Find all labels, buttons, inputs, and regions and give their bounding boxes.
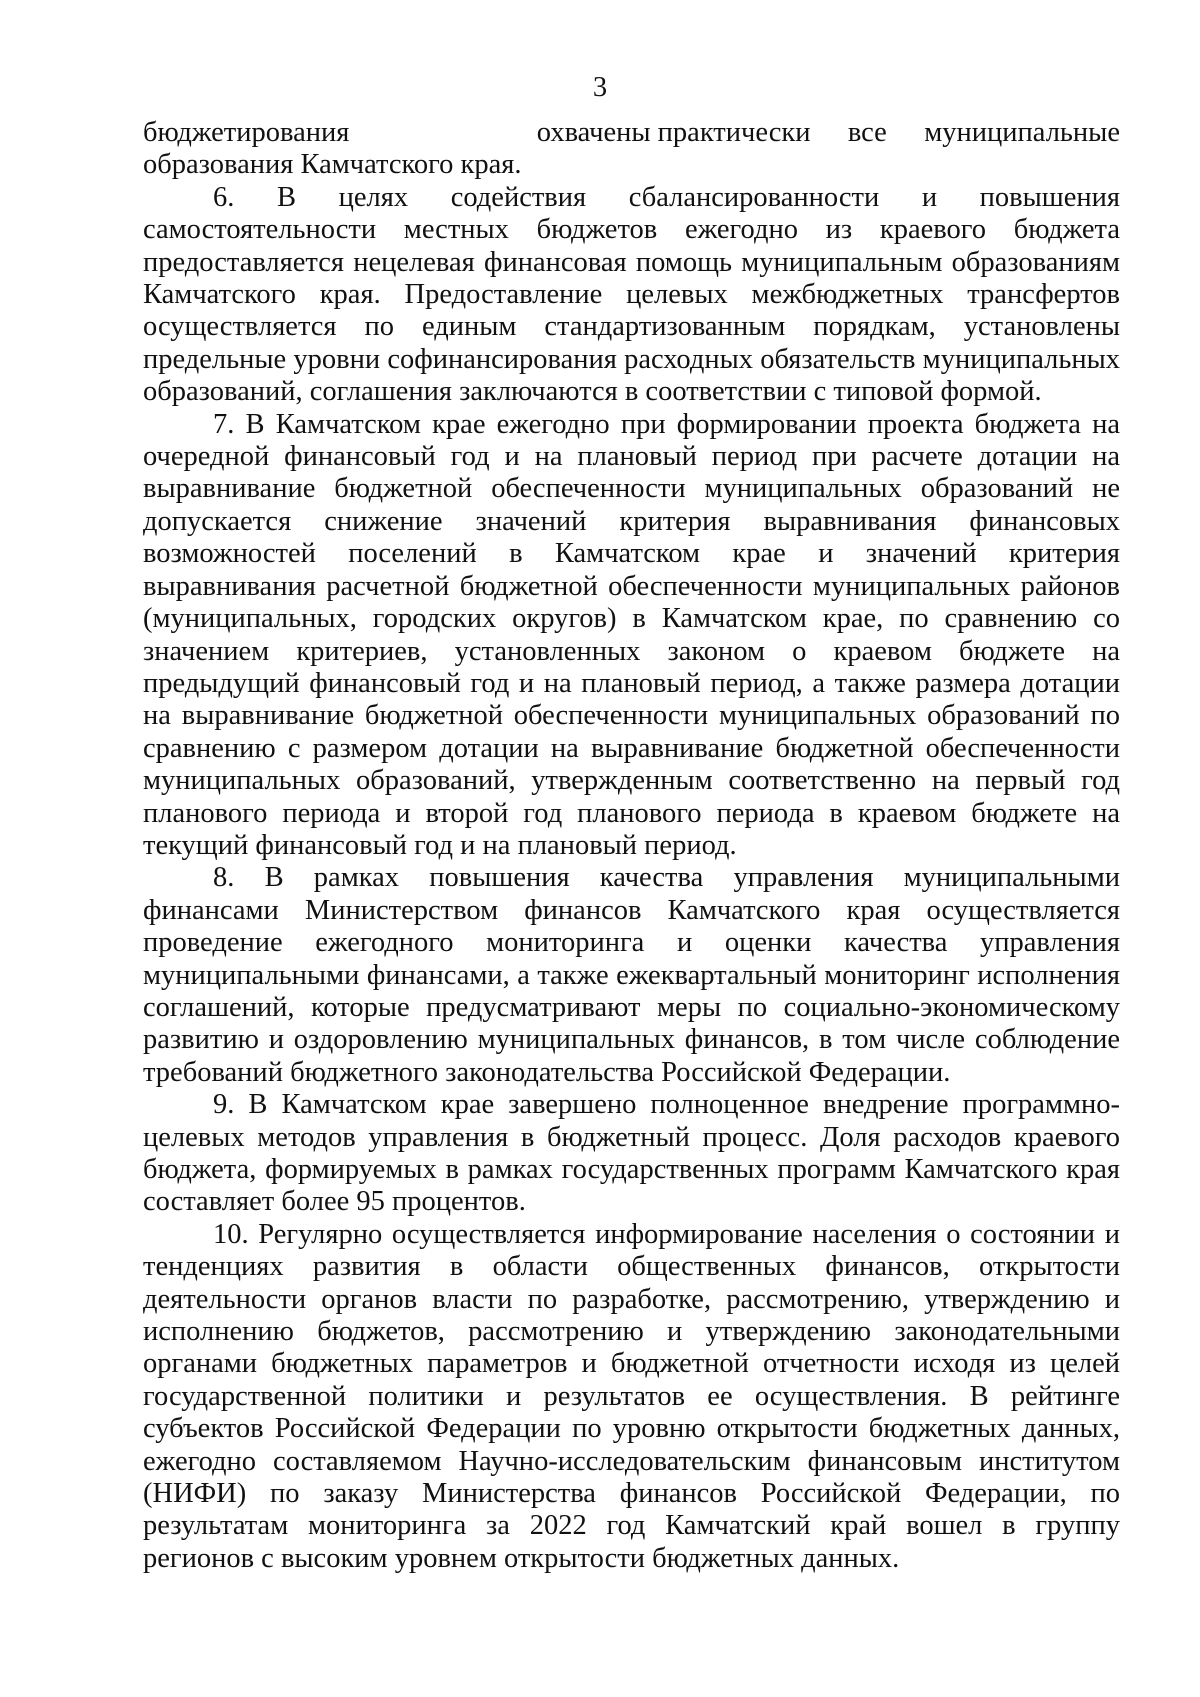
continued-line [143,117,1120,149]
page-number: 3 [592,72,608,103]
paragraph-6: 6. В целях содействия сбалансированности и повышения самостоятельности местных бюджетов ежегодно из краевого бюджета предоставляется нецелевая финансовая помощь муниципальным образованиям Камчатского края. Предоставление целевых межбюджетных трансфертов осуществляется по единым стандартизованным порядкам, установлены предельные уровни софинансирования расходных обязательств муниципальных образований, соглашения заключаются в соответствии с типовой формой. [143,181,1120,408]
paragraph-10: 10. Регулярно осуществляется информирование населения о состоянии и тенденциях развития в области общественных финансов, открытости деятельности органов власти по разработке, рассмотрению, утверждению и исполнению бюджетов, рассмотрению и утверждению законодательными органами бюджетных параметров и бюджетной отчетности исходя из целей государственной политики и результатов ее осуществления. В рейтинге субъектов Российской Федерации по уровню открытости бюджетных данных, ежегодно составляемом Научно-исследовательским финансовым институтом (НИФИ) по заказу Министерства финансов Российской Федерации, по результатам мониторинга за 2022 год Камчатский край вошел в группу регионов с высоким уровнем открытости бюджетных данных. [143,1218,1120,1574]
continued-word-3: все [847,117,887,148]
paragraph-7: 7. В Камчатском крае ежегодно при формировании проекта бюджета на очередной финансовый год и на плановый период при расчете дотации на выравнивание бюджетной обеспеченности муниципальных образований не допускается снижение значений критерия выравнивания финансовых возможностей поселений в Камчатском крае и значений критерия выравнивания расчетной бюджетной обеспеченности муниципальных районов (муниципальных, городских округов) в Камчатском крае, по сравнению со значением критериев, установленных законом о краевом бюджете на предыдущий финансовый год и на плановый период, а также размера дотации на выравнивание бюджетной обеспеченности муниципальных образований по сравнению с размером дотации на выравнивание бюджетной обеспеченности муниципальных образований, утвержденным соответственно на первый год планового периода и второй год планового периода в краевом бюджете на текущий финансовый год и на плановый период. [143,408,1120,861]
paragraph-8: 8. В рамках повышения качества управления муниципальными финансами Министерством финансов Камчатского края осуществляется проведение ежегодного мониторинга и оценки качества управления муниципальными финансами, а также ежеквартальный мониторинг исполнения соглашений, которые предусматривают меры по социально-экономическому развитию и оздоровлению муниципальных финансов, в том числе соблюдение требований бюджетного законодательства Российской Федерации. [143,862,1120,1088]
paragraph-9: 9. В Камчатском крае завершено полноценное внедрение программно-целевых методов управления в бюджетный процесс. Доля расходов краевого бюджета, формируемых в рамках государственных программ Камчатского края составляет более 95 процентов. [143,1089,1120,1218]
continued-word-4: муниципальные [924,117,1120,148]
document-body [143,117,1120,1575]
continued-paragraph-rest: образования Камчатского края. [143,149,522,181]
continued-word-1: бюджетирования [143,117,350,148]
continued-word-2: охвачены практически [536,117,811,148]
